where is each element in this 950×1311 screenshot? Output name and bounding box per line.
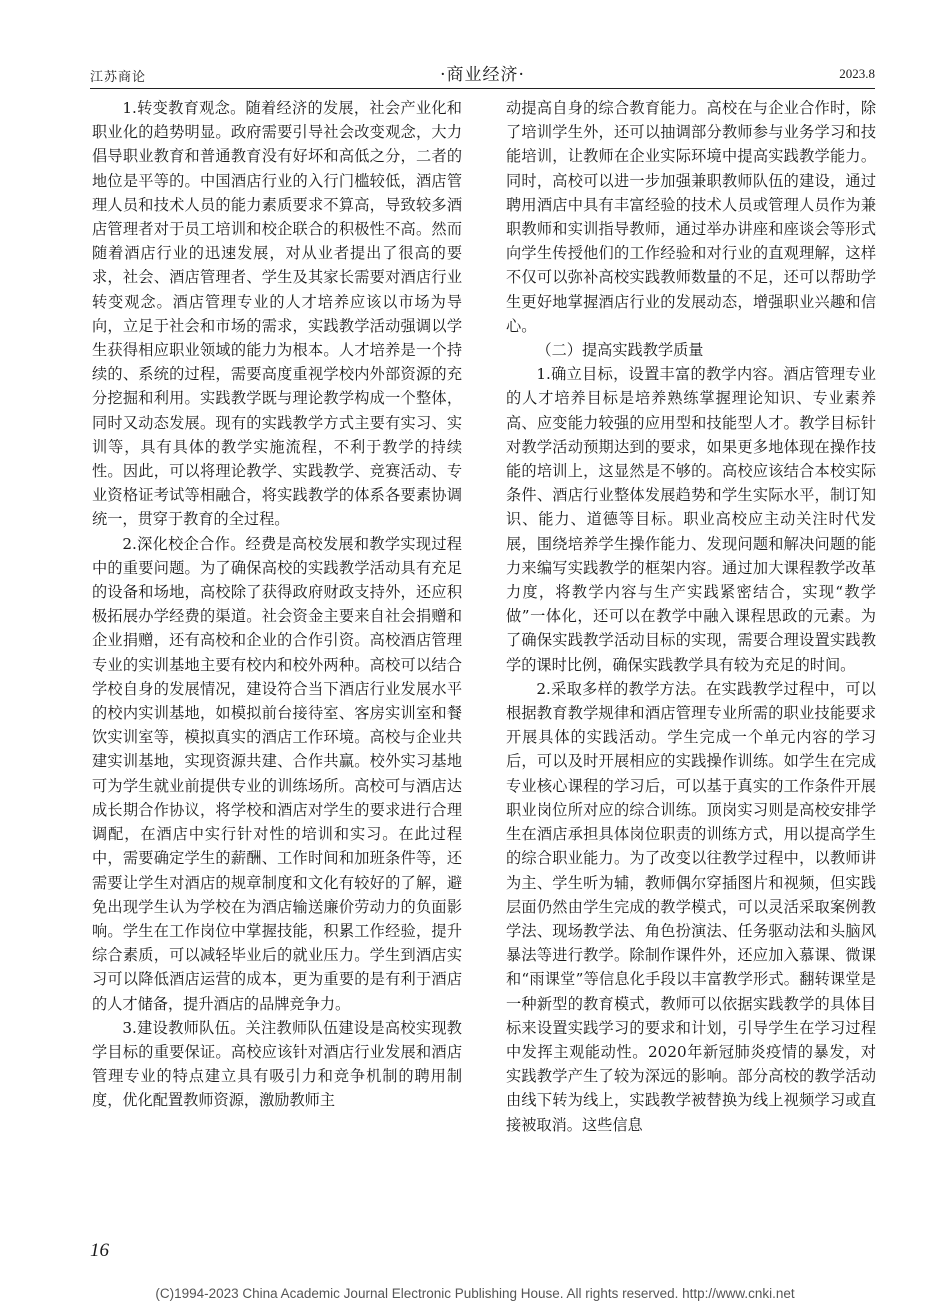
subsection-heading: （二）提高实践教学质量 bbox=[536, 341, 704, 360]
paragraph-transform-concept: 1.转变教育观念。随着经济的发展，社会产业化和职业化的趋势明显。政府需要引导社会改变观念，大力倡导职业教育和普通教育没有好坏和高低之分，二者的地位是平等的。中国酒店行业的入行门槛较低，酒店管理人员和技术人员的能力素质要求不算高，导致较多酒店管理者对于员工培训和校企联合的积极性不高。然而随着酒店行业的迅速发展，对从业者提出了很高的要求，社会、酒店管理者、学生及其家长需要对酒店行业转变观念。酒店管理专业的人才培养应该以市场为导向，立足于社会和市场的需求，实践教学活动强调以学生获得相应职业领域的能力为根本。人才培养是一个持续的、系统的过程，需要高度重视学校内外部资源的充分挖掘和利用。实践教学既与理论教学构成一个整体，同时又动态发展。现有的实践教学方式主要有实习、实训等，具有具体的教学实施流程，不利于教学的持续性。因此，可以将理论教学、实践教学、竞赛活动、专业资格证考试等相融合，将实践教学的体系各要素协调统一，贯穿于教育的全过程。 bbox=[92, 99, 462, 529]
paragraph-continued: 动提高自身的综合教育能力。高校在与企业合作时，除了培训学生外，还可以抽调部分教师参与业务学习和技能培训，让教师在企业实际环境中提高实践教学能力。同时，高校可以进一步加强兼职教师队伍的建设，通过聘用酒店中具有丰富经验的技术人员或管理人员作为兼职教师和实训指导教师，通过举办讲座和座谈会等形式向学生传授他们的工作经验和对行业的直观理解，这样不仅可以弥补高校实践教师数量的不足，还可以帮助学生更好地掌握酒店行业的发展动态，增强职业兴趣和信心。 bbox=[506, 99, 876, 335]
page-header bbox=[90, 60, 875, 84]
paragraph-set-goals: 1.确立目标，设置丰富的教学内容。酒店管理专业的人才培养目标是培养熟练掌握理论知识、专业素养高、应变能力较强的应用型和技能型人才。教学目标针对教学活动预期达到的要求，如果更多地体现在操作技能的培训上，这显然是不够的。高校应该结合本校实际条件、酒店行业整体发展趋势和学生实际水平，制订知识、能力、道德等目标。职业高校应主动关注时代发展，围绕培养学生操作能力、发现问题和解决问题的能力来编写实践教学的框架内容。通过加大课程教学改革力度，将教学内容与生产实践紧密结合，实现“教学做”一体化，还可以在教学中融入课程思政的元素。为了确保实践教学活动目标的实现，需要合理设置实践教学的课时比例，确保实践教学具有较为充足的时间。 bbox=[506, 365, 876, 674]
page-number: 16 bbox=[90, 1240, 109, 1261]
copyright-footer: (C)1994-2023 China Academic Journal Electronic Publishing House. All rights reserved. http://www.cnki.net bbox=[155, 1286, 795, 1301]
issue-date: 2023.8 bbox=[839, 66, 875, 81]
header-rule bbox=[90, 88, 875, 89]
paragraph-teaching-methods: 2.采取多样的教学方法。在实践教学过程中，可以根据教育教学规律和酒店管理专业所需的职业技能要求开展具体的实践活动。学生完成一个单元内容的学习后，可以及时开展相应的实践操作训练。如学生在完成专业核心课程的学习后，可以基于真实的工作条件开展职业岗位所对应的综合训练。顶岗实习则是高校安排学生在酒店承担具体岗位职责的训练方式，用以提高学生的综合职业能力。为了改变以往教学过程中，以教师讲为主、学生听为辅，教师偶尔穿插图片和视频，但实践层面仍然由学生完成的教学模式，可以灵活采取案例教学法、现场教学法、角色扮演法、任务驱动法和头脑风暴法等进行教学。除制作课件外，还应加入慕课、微课和“雨课堂”等信息化手段以丰富教学形式。翻转课堂是一种新型的教育模式，教师可以依据实践教学的具体目标来设置实践学习的要求和计划，引导学生在学习过程中发挥主观能动性。2020年新冠肺炎疫情的暴发，对实践教学产生了较为深远的影响。部分高校的教学活动由线下转为线上，实践教学被替换为线上视频学习或直接被取消。这些信息 bbox=[506, 679, 876, 1134]
paragraph-teacher-team: 3.建设教师队伍。关注教师队伍建设是高校实现教学目标的重要保证。高校应该针对酒店行业发展和酒店管理专业的特点建立具有吸引力和竞争机制的聘用制度，优化配置教师资源，激励教师主 bbox=[92, 1018, 462, 1110]
section-title: ·商业经济· bbox=[440, 65, 525, 85]
left-column bbox=[92, 96, 462, 1234]
paragraph-school-enterprise: 2.深化校企合作。经费是高校发展和教学实现过程中的重要问题。为了确保高校的实践教学活动具有充足的设备和场地，高校除了获得政府财政支持外，还应积极拓展办学经费的渠道。社会资金主要来自社会捐赠和企业捐赠，还有高校和企业的合作引资。高校酒店管理专业的实训基地主要有校内和校外两种。高校可以结合学校自身的发展情况，建设符合当下酒店行业发展水平的校内实训基地，如模拟前台接待室、客房实训室和餐饮实训室等，模拟真实的酒店工作环境。高校与企业共建实训基地，实现资源共建、合作共赢。校外实习基地可为学生就业前提供专业的训练场所。高校可与酒店达成长期合作协议，将学校和酒店对学生的要求进行合理调配，在酒店中实行针对性的培训和实习。在此过程中，需要确定学生的薪酬、工作时间和加班条件等，还需要让学生对酒店的规章制度和文化有较好的了解，避免出现学生认为学校在为酒店输送廉价劳动力的负面影响。学生在工作岗位中掌握技能，积累工作经验，提升综合素质，可以减轻毕业后的就业压力。学生到酒店实习可以降低酒店运营的成本，更为重要的是有利于酒店的人才储备，提升酒店的品牌竞争力。 bbox=[92, 534, 462, 1013]
journal-name: 江苏商论 bbox=[90, 70, 147, 85]
right-column bbox=[506, 96, 876, 1234]
